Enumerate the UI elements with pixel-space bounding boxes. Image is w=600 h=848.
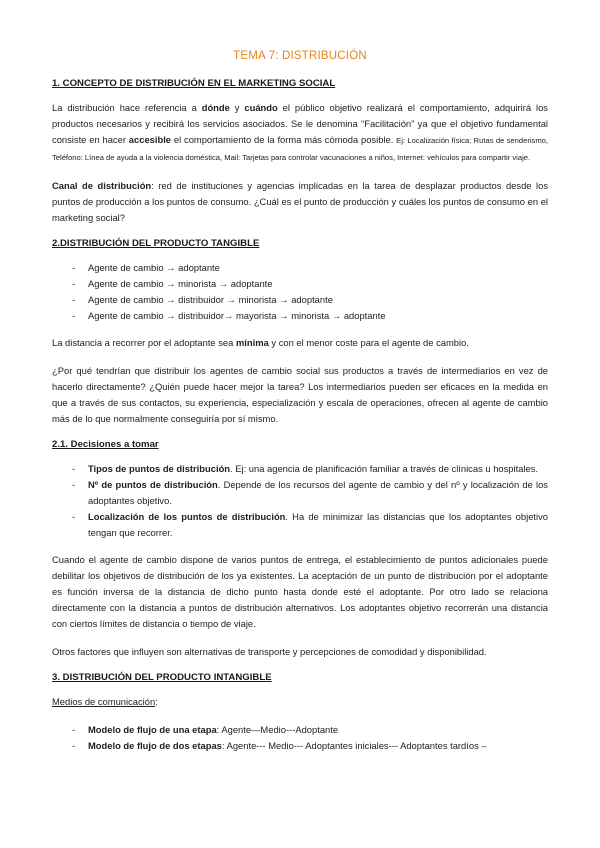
list-item <box>72 722 548 738</box>
bold-term-accesible: accesible <box>128 134 172 145</box>
section-3-subheading <box>52 694 548 710</box>
channel-list <box>52 260 548 324</box>
section-2-1-heading: 2.1. Decisiones a tomar <box>52 439 159 450</box>
list-item <box>72 461 548 477</box>
list-item: - Agente de cambio → distribuidor→ mayorista → minorista → adoptante <box>72 308 548 324</box>
list-item-term: Modelo de flujo de dos etapas <box>88 740 222 751</box>
list-item-text: . Depende de los recursos del agente de cambio y del nº y localización de los adoptantes objetivo. <box>88 479 548 506</box>
section-1-paragraph-2 <box>52 178 548 226</box>
text-run: La distribución hace referencia a <box>52 102 202 113</box>
section-2-1-paragraph-2: Otros factores que influyen son alternativas de transporte y percepciones de comodidad y disponibilidad. <box>52 646 487 657</box>
list-item <box>72 738 548 754</box>
list-item-text: . Ha de minimizar las distancias que los adoptantes objetivo tengan que recorrer. <box>88 511 548 538</box>
section-2-1-paragraph-1: Cuando el agente de cambio dispone de varios puntos de entrega, el establecimiento de puntos adicionales puede debilitar los objetivos de distribución de los ya existentes. La aceptación de un punto de distribución por el adoptante es función inversa de la distancia de dicho punto hasta donde esté el adoptante. Por otro lado se relaciona directamente con la distancia a puntos de distribución alternativos. Los adoptantes objetivo recorrerán una distancia con ciertos límites de distancia o tiempo de viaje. <box>52 554 548 629</box>
list-item <box>72 509 548 541</box>
list-item-term: Localización de los puntos de distribución <box>88 511 286 522</box>
list-item-text: . Ej: una agencia de planificación familiar a través de clínicas u hospitales. <box>230 463 539 474</box>
list-item-text: : Agente—Medio---Adoptante <box>216 724 339 735</box>
page-title: TEMA 7: DISTRIBUCIÓN <box>233 50 367 62</box>
list-item: - Agente de cambio → minorista → adoptante <box>72 276 548 292</box>
list-item <box>72 477 548 509</box>
bold-term-minima: mínima <box>235 337 269 348</box>
text-run: el comportamiento de la forma más cómoda posible. <box>171 134 397 145</box>
list-item-term: Modelo de flujo de una etapa <box>88 724 217 735</box>
section-2-heading: 2.DISTRIBUCIÓN DEL PRODUCTO TANGIBLE <box>52 238 260 249</box>
section-1-paragraph-1 <box>52 100 548 166</box>
text-run: el público objetivo realizará el comportamiento, adquirirá los productos necesarios y recibirá los servicios asociados. Se le denomina “Facilitación” ya que el objetivo fundamental consiste en hacer <box>52 102 548 145</box>
text-run: y con el menor coste para el agente de cambio. <box>268 337 469 348</box>
bold-term-donde: dónde <box>201 102 230 113</box>
text-run: y <box>229 102 245 113</box>
list-item: - Agente de cambio → adoptante <box>72 260 548 276</box>
bold-term-canal: Canal de distribución <box>52 180 152 191</box>
list-item-text: : Agente--- Medio--- Adoptantes iniciales--- Adoptantes tardíos – <box>221 740 487 751</box>
subheading-text: Medios de comunicación <box>52 696 156 707</box>
decisions-list <box>52 461 548 541</box>
text-run: : red de instituciones y agencias implicadas en la tarea de desplazar productos desde los puntos de producción a los puntos de consumo. ¿Cuál es el punto de producción y cuáles los puntos de consumo en el marketing social? <box>52 180 549 223</box>
subheading-colon: : <box>155 696 158 707</box>
example-note: Ej: Localización física: Rutas de senderismo, Teléfono: Línea de ayuda a la violencia doméstica, Mail: Tarjetas para controlar vacunaciones a niños, Internet: vehículos para compartir viaje. <box>52 136 549 162</box>
list-item-term: Nº de puntos de distribución <box>88 479 218 490</box>
section-1-heading: 1. CONCEPTO DE DISTRIBUCIÓN EN EL MARKETING SOCIAL <box>52 78 336 89</box>
media-flow-list <box>52 722 548 754</box>
section-2-paragraph-2: ¿Por qué tendrían que distribuir los agentes de cambio social sus productos a través de intermediarios en vez de hacerlo directamente? ¿Quién puede hacer mejor la tarea? Los intermediarios pueden ser eficaces en la medida en que a través de sus contactos, su experiencia, especialización y escala de operaciones, ofrecen al agente de cambio más de lo que normalmente conseguiría por sí mismo. <box>52 365 548 424</box>
list-item-term: Tipos de puntos de distribución <box>88 463 231 474</box>
section-2-paragraph-1 <box>52 335 548 351</box>
list-item: - Agente de cambio → distribuidor → minorista → adoptante <box>72 292 548 308</box>
text-run: La distancia a recorrer por el adoptante sea <box>52 337 236 348</box>
bold-term-cuando: cuándo <box>244 102 278 113</box>
section-3-heading: 3. DISTRIBUCIÓN DEL PRODUCTO INTANGIBLE <box>52 672 272 683</box>
